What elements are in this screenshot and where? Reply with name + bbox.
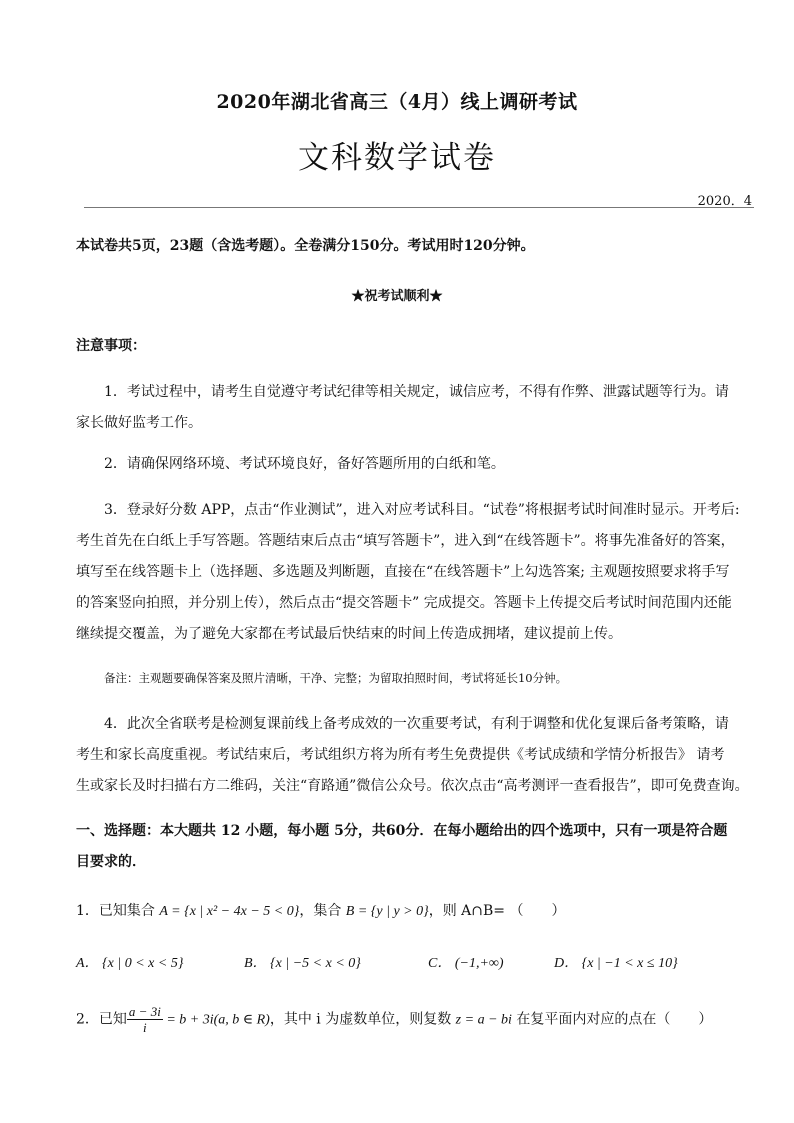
question-2-equation: = b + 3i(a, b ∈ R) <box>162 1012 270 1028</box>
notice-item-4-line-1: 4．此次全省联考是检测复课前线上备考成效的一次重要考试，有利于调整和优化复课后备考策略，请 <box>104 716 729 732</box>
notice-item-3 <box>76 495 740 650</box>
question-2-fraction-numerator: a − 3i <box>128 1004 161 1019</box>
question-2-mid: ，其中 i 为虚数单位，则复数 <box>269 1011 456 1028</box>
notice-item-3-line-5: 继续提交覆盖，为了避免大家都在考试最后快结束的时间上传造成拥堵，建议提前上传。 <box>76 626 622 642</box>
question-1-prefix: 1．已知集合 <box>76 903 160 919</box>
section-1-heading-line-2: 目要求的． <box>76 854 146 870</box>
question-1-suffix: ，则 A∩B= （ ） <box>428 903 566 919</box>
notice-item-4 <box>76 709 749 802</box>
question-2-complex-z: z = a − bi <box>455 1012 512 1028</box>
notice-item-1 <box>76 377 729 439</box>
question-1-set-a: A = {x | x² − 4x − 5 < 0} <box>159 904 300 919</box>
question-1-option-c: C． (−1,+∞) <box>428 956 504 971</box>
good-luck-line: ★祝考试顺利★ <box>351 289 443 304</box>
question-1-mid: ，集合 <box>299 903 346 919</box>
question-1-option-d: D． {x | −1 < x ≤ 10} <box>554 956 678 971</box>
exam-title: 2020年湖北省高三（4月）线上调研考试 <box>216 91 578 113</box>
question-2-fraction <box>127 1004 163 1035</box>
notice-item-1-line-2: 家长做好监考工作。 <box>76 415 202 431</box>
notice-heading: 注意事项： <box>76 338 146 354</box>
question-1-option-b: B． {x | −5 < x < 0} <box>244 956 361 971</box>
exam-date: 2020．4 <box>697 194 752 209</box>
question-2-suffix: 在复平面内对应的点在（ ） <box>511 1011 713 1028</box>
question-2 <box>76 1004 712 1036</box>
question-1-set-b: B = {y | y > 0} <box>345 904 429 919</box>
question-2-prefix: 2．已知 <box>76 1011 127 1028</box>
notice-item-4-line-3: 生或家长及时扫描右方二维码，关注“育路通”微信公众号。依次点击“高考测评一查看报告”，即可免费查询。 <box>76 778 749 794</box>
notice-item-2: 2．请确保网络环境、考试环境良好，备好答题所用的白纸和笔。 <box>104 456 505 472</box>
intro-line: 本试卷共5页，23题（含选考题）。全卷满分150分。考试用时120分钟。 <box>76 238 535 254</box>
notice-item-3-line-3: 填写至在线答题卡上（选择题、多选题及判断题，直接在“在线答题卡”上勾选答案; 主观题按照要求将手写 <box>76 564 730 580</box>
notice-item-3-line-1: 3．登录好分数 APP，点击“作业测试”，进入对应考试科目。“试卷”将根据考试时间准时显示。开考后: <box>104 502 740 518</box>
notice-item-3-line-2: 考生首先在白纸上手写答题。答题结束后点击“填写答题卡”，进入到“在线答题卡”。将事先准备好的答案， <box>76 533 735 549</box>
section-1-heading-line-1: 一、选择题：本大题共 12 小题，每小题 5分，共60分．在每小题给出的四个选项中，只有一项是符合题 <box>76 823 728 839</box>
question-1-option-a: A． {x | 0 < x < 5} <box>76 956 184 971</box>
question-2-fraction-denominator: i <box>143 1020 147 1035</box>
notice-item-1-line-1: 1．考试过程中，请考生自觉遵守考试纪律等相关规定，诚信应考，不得有作弊、泄露试题等行为。请 <box>104 384 729 400</box>
notice-item-3-line-4: 的答案竖向拍照，并分别上传），然后点击“提交答题卡” 完成提交。答题卡上传提交后考试时间范围内还能 <box>76 595 732 611</box>
question-1 <box>76 896 565 927</box>
notice-remark: 备注：主观题要确保答案及照片清晰，干净、完整；为留取拍照时间，考试将延长10分钟。 <box>104 671 568 685</box>
paper-title: 文科数学试卷 <box>298 140 496 176</box>
section-1-heading <box>76 816 727 878</box>
header-divider <box>84 207 754 208</box>
notice-item-4-line-2: 考生和家长高度重视。考试结束后，考试组织方将为所有考生免费提供《考试成绩和学情分析报告》 请考 <box>76 747 725 763</box>
